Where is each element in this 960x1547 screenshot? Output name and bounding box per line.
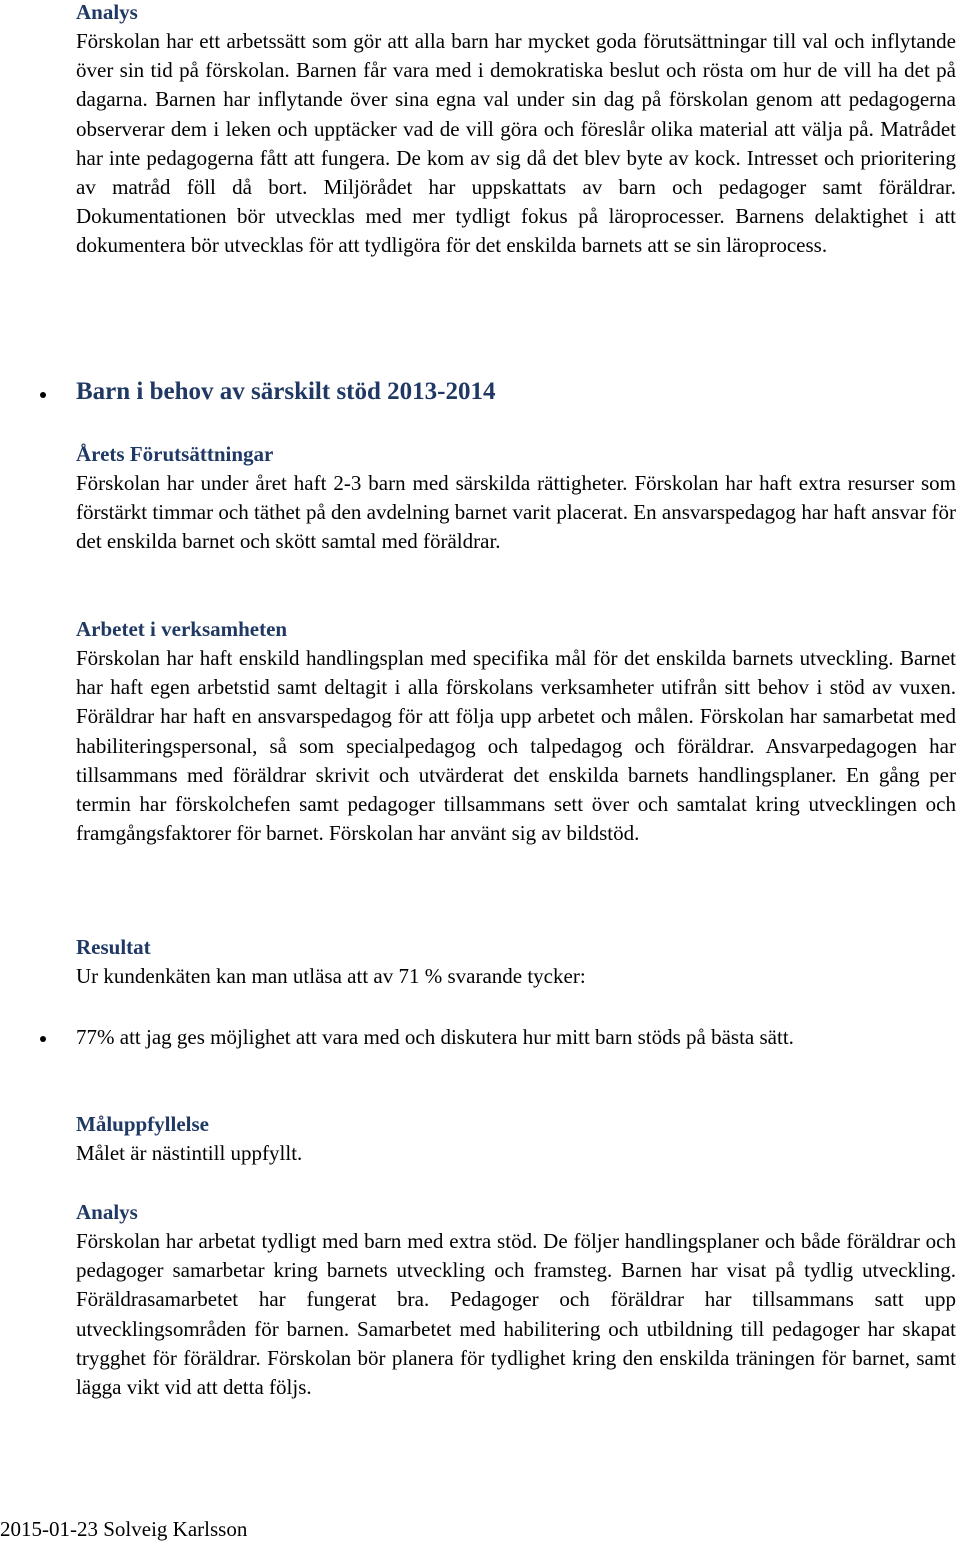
forutsattningar-text: Förskolan har under året haft 2-3 barn med särskilda rättigheter. Förskolan har haft extra resurser som förstärkt timmar och täthet på den avdelning barnet varit placerat. En ansvarspedagog har haft ansvar för det enskilda barnet och skött samtal med föräldrar. [76,471,956,554]
footer-date-author: 2015-01-23 Solveig Karlsson [0,1517,248,1541]
forutsattningar-heading: Årets Förutsättningar [76,442,274,466]
analys-text: Förskolan har ett arbetssätt som gör att alla barn har mycket goda förutsättningar till val och inflytande över sin tid på förskolan. Barnen får vara med i demokratiska beslut och rösta om hur de vill ha det på dagarna. Barnen har inflytande över sina egna val under sin dag på förskolan genom att pedagogerna observerar dem i leken och upptäcker vad de vill göra och föreslår olika material att välja på. Matrådet har inte pedagogerna fått att fungera. De kom av sig då det blev byte av kock. Intresset och prioritering av matråd föll då bort. Miljörådet har uppskattats av barn och pedagoger samt föräldrar. Dokumentationen bör utvecklas med mer tydligt fokus på läroprocesser. Barnens delaktighet i att dokumentera bör utvecklas för att tydligöra för det enskilda barnets att se sin läroprocess. [76,29,956,258]
section-title: Barn i behov av särskilt stöd 2013-2014 [76,378,496,405]
resultat-intro: Ur kundenkäten kan man utläsa att av 71 % svarande tycker: [76,964,586,988]
resultat-heading: Resultat [76,935,151,959]
arbetet-text: Förskolan har haft enskild handlingsplan med specifika mål för det enskilda barnets utveckling. Barnet har haft egen arbetstid samt deltagit i alla förskolans verksamheter utifrån sitt behov i stöd av vuxen. Föräldrar har haft en ansvarspedagog för att följa upp arbetet och målen. Förskolan har samarbetat med habiliteringspersonal, så som specialpedagog och talpedagog och föräldrar. Ansvarpedagogen har tillsammans med föräldrar skrivit och utvärderat det enskilda barnets handlingsplaner. En gång per termin har förskolchefen samt pedagoger tillsammans sett över och samtalat kring utvecklingen och framgångsfaktorer för barnet. Förskolan har använt sig av bildstöd. [76,646,956,846]
list-item: 77% att jag ges möjlighet att vara med och diskutera hur mitt barn stöds på bästa sätt. [76,1025,794,1049]
arbetet-block [76,615,956,848]
analys-heading: Analys [76,1200,138,1224]
bullet-icon [40,392,46,398]
forutsattningar-block [76,440,956,557]
analys-heading: Analys [76,0,138,24]
resultat-list [76,1023,956,1052]
analys-block-1 [76,0,956,261]
resultat-block [76,933,956,991]
analys-text: Förskolan har arbetat tydligt med barn med extra stöd. De följer handlingsplaner och både föräldrar och pedagoger samarbetar kring barnets utveckling och framsteg. Barnen har visat på tydlig utveckling. Föräldrasamarbetet har fungerat bra. Pedagoger och föräldrar har tillsammans satt upp utvecklingsområden för barnen. Samarbetet med habilitering och utbildning till pedagoger har skapat trygghet för föräldrar. Förskolan bör planera för tydlighet kring den enskilda träningen för barnet, samt lägga vikt vid att detta följs. [76,1229,956,1400]
arbetet-heading: Arbetet i verksamheten [76,617,288,641]
maluppfyllelse-text: Målet är nästintill uppfyllt. [76,1141,303,1165]
maluppfyllelse-block [76,1110,956,1168]
maluppfyllelse-heading: Måluppfyllelse [76,1112,210,1136]
bullet-icon [40,1036,46,1042]
analys-block-2 [76,1198,956,1402]
